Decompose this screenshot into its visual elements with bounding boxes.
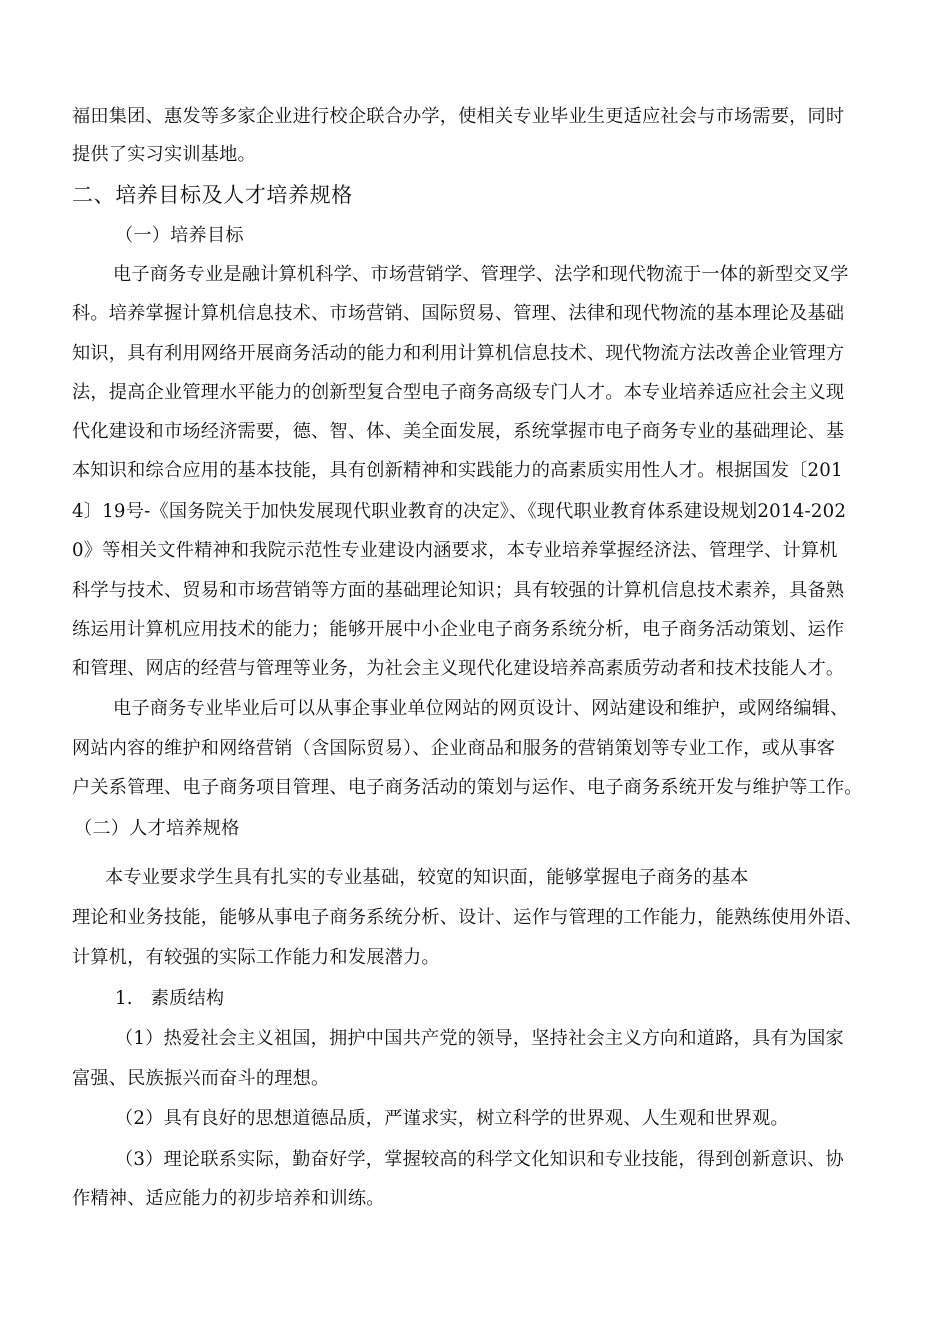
text-line: 本专业要求学生具有扎实的专业基础，较宽的知识面，能够掌握电子商务的基本 bbox=[105, 867, 749, 888]
numbered-heading: 1. 素质结构 bbox=[115, 988, 225, 1009]
text-line: 知识，具有利用网络开展商务活动的能力和利用计算机信息技术、现代物流方法改善企业管理方 bbox=[72, 343, 845, 364]
text-line: 户关系管理、电子商务项目管理、电子商务活动的策划与运作、电子商务系统开发与维护等工作。 bbox=[72, 777, 863, 798]
text-line: 福田集团、惠发等多家企业进行校企联合办学，使相关专业毕业生更适应社会与市场需要，同时 bbox=[72, 106, 845, 127]
text-line: 0》等相关文件精神和我院示范性专业建设内涵要求，本专业培养掌握经济法、管理学、计算机 bbox=[72, 540, 838, 561]
text-line: （1）热爱社会主义祖国，拥护中国共产党的领导，坚持社会主义方向和道路，具有为国家 bbox=[115, 1028, 844, 1049]
text-line: 代化建设和市场经济需要，德、智、体、美全面发展，系统掌握市电子商务专业的基础理论、基 bbox=[72, 421, 845, 442]
text-line: （2）具有良好的思想道德品质，严谨求实，树立科学的世界观、人生观和世界观。 bbox=[115, 1108, 789, 1129]
text-line: 和管理、网店的经营与管理等业务，为社会主义现代化建设培养高素质劳动者和技术技能人才。 bbox=[72, 658, 845, 679]
text-line: 网站内容的维护和网络营销（含国际贸易）、企业商品和服务的营销策划等专业工作，或从事客 bbox=[72, 738, 836, 759]
subsection-heading: （一）培养目标 bbox=[115, 225, 244, 246]
text-line: （3）理论联系实际，勤奋好学，掌握较高的科学文化知识和专业技能，得到创新意识、协 bbox=[115, 1149, 844, 1170]
text-line: 作精神、适应能力的初步培养和训练。 bbox=[72, 1188, 385, 1209]
text-line: 科。培养掌握计算机信息技术、市场营销、国际贸易、管理、法律和现代物流的基本理论及基础 bbox=[72, 303, 845, 324]
text-line: 练运用计算机应用技术的能力；能够开展中小企业电子商务系统分析，电子商务活动策划、运作 bbox=[72, 619, 845, 640]
text-line: 计算机，有较强的实际工作能力和发展潜力。 bbox=[72, 947, 440, 968]
subsection-heading: （二）人才培养规格 bbox=[74, 818, 240, 839]
section-heading: 二、培养目标及人才培养规格 bbox=[72, 183, 353, 207]
text-line: 电子商务专业毕业后可以从事企事业单位网站的网页设计、网站建设和维护，或网络编辑、 bbox=[113, 698, 849, 719]
text-line: 法，提高企业管理水平能力的创新型复合型电子商务高级专门人才。本专业培养适应社会主义现 bbox=[72, 382, 845, 403]
text-line: 理论和业务技能，能够从事电子商务系统分析、设计、运作与管理的工作能力，能熟练使用外语、 bbox=[72, 907, 863, 928]
text-line: 科学与技术、贸易和市场营销等方面的基础理论知识；具有较强的计算机信息技术素养，具备熟 bbox=[72, 580, 845, 601]
text-line: 4〕19号-《国务院关于加快发展现代职业教育的决定》、《现代职业教育体系建设规划2014-202 bbox=[72, 501, 847, 522]
text-line: 电子商务专业是融计算机科学、市场营销学、管理学、法学和现代物流于一体的新型交叉学 bbox=[113, 264, 849, 285]
text-line: 提供了实习实训基地。 bbox=[72, 144, 256, 165]
text-line: 本知识和综合应用的基本技能，具有创新精神和实践能力的高素质实用性人才。根据国发〔201 bbox=[72, 460, 843, 481]
text-line: 富强、民族振兴而奋斗的理想。 bbox=[72, 1068, 330, 1089]
